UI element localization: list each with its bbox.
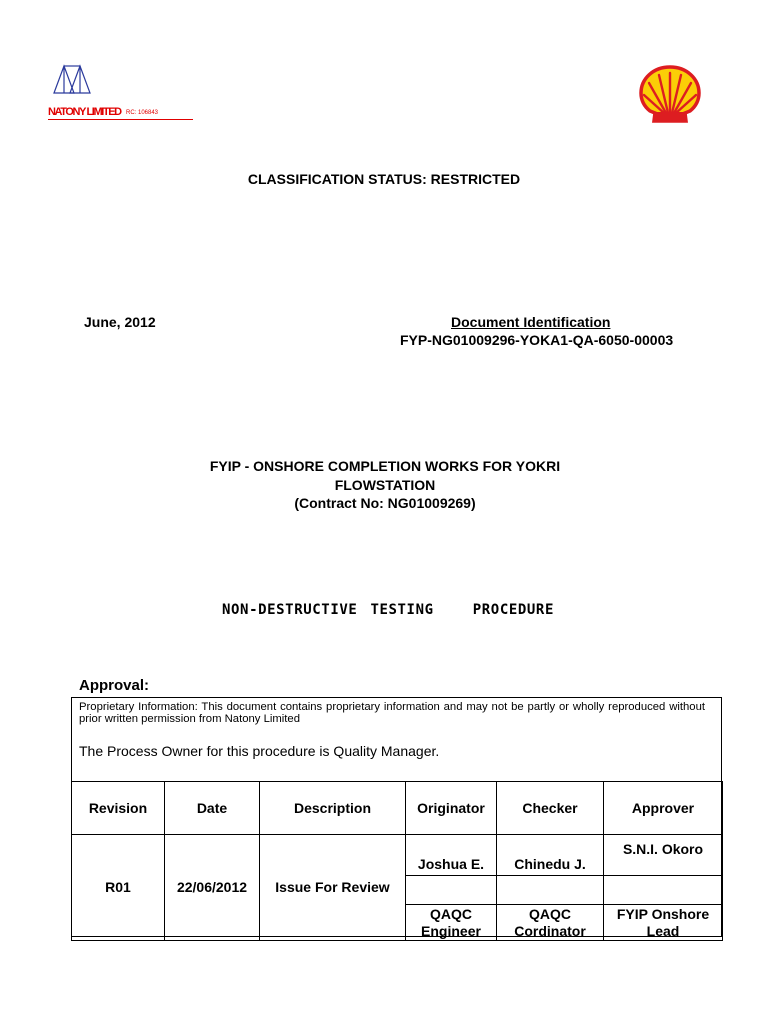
header-cell-revision: Revision [72, 782, 165, 835]
date-cell: 22/06/2012 [165, 835, 260, 941]
proprietary-notice: Proprietary Information: This document contains proprietary information and may not be partly or wholly reproduced without prior written permission from Natony Limited [79, 701, 705, 725]
checker-signature-cell [497, 876, 604, 905]
approver-name-cell: S.N.I. Okoro [604, 835, 723, 876]
header-cell-approver: Approver [604, 782, 723, 835]
approval-box [71, 697, 722, 937]
revision-cell: R01 [72, 835, 165, 941]
project-title-line: FYIP - ONSHORE COMPLETION WORKS FOR YOKRI [209, 458, 561, 474]
project-title [0, 457, 768, 513]
description-cell: Issue For Review [260, 835, 406, 941]
approver-signature-cell [604, 876, 723, 905]
approver-role-cell: FYIP Onshore Lead [604, 905, 723, 941]
originator-signature-cell [406, 876, 497, 905]
classification-status: CLASSIFICATION STATUS: RESTRICTED [247, 171, 521, 187]
company-underline [48, 119, 193, 120]
table-row [72, 835, 723, 876]
document-id-value: FYP-NG01009296-YOKA1-QA-6050-00003 [400, 332, 674, 348]
process-owner-statement: The Process Owner for this procedure is Quality Manager. [79, 743, 440, 759]
header-cell-date: Date [165, 782, 260, 835]
approval-table [71, 781, 723, 941]
originator-role-cell: QAQC Engineer [406, 905, 497, 941]
checker-role-cell: QAQC Cordinator [497, 905, 604, 941]
shell-pecten-logo-icon [637, 63, 703, 127]
checker-name-cell: Chinedu J. [497, 835, 604, 876]
company-rc-number: RC: 106843 [126, 110, 159, 116]
contract-number: (Contract No: NG01009269) [294, 495, 476, 511]
natony-logo [48, 60, 198, 124]
natony-triangle-logo-icon [51, 62, 93, 96]
procedure-title-text: NON-DESTRUCTIVE TESTING PROCEDURE [221, 602, 554, 618]
document-date: June, 2012 [84, 314, 156, 330]
document-id-label: Document Identification [451, 314, 611, 330]
table-header-row [72, 782, 723, 835]
header-cell-checker: Checker [497, 782, 604, 835]
header-cell-originator: Originator [406, 782, 497, 835]
originator-name-cell: Joshua E. [406, 835, 497, 876]
approval-label: Approval: [79, 677, 150, 694]
header-cell-description: Description [260, 782, 406, 835]
procedure-title [0, 601, 768, 618]
shell-logo [637, 63, 703, 127]
project-title-line: FLOWSTATION [334, 476, 436, 493]
company-name: NATONY LIMITED [48, 106, 121, 118]
